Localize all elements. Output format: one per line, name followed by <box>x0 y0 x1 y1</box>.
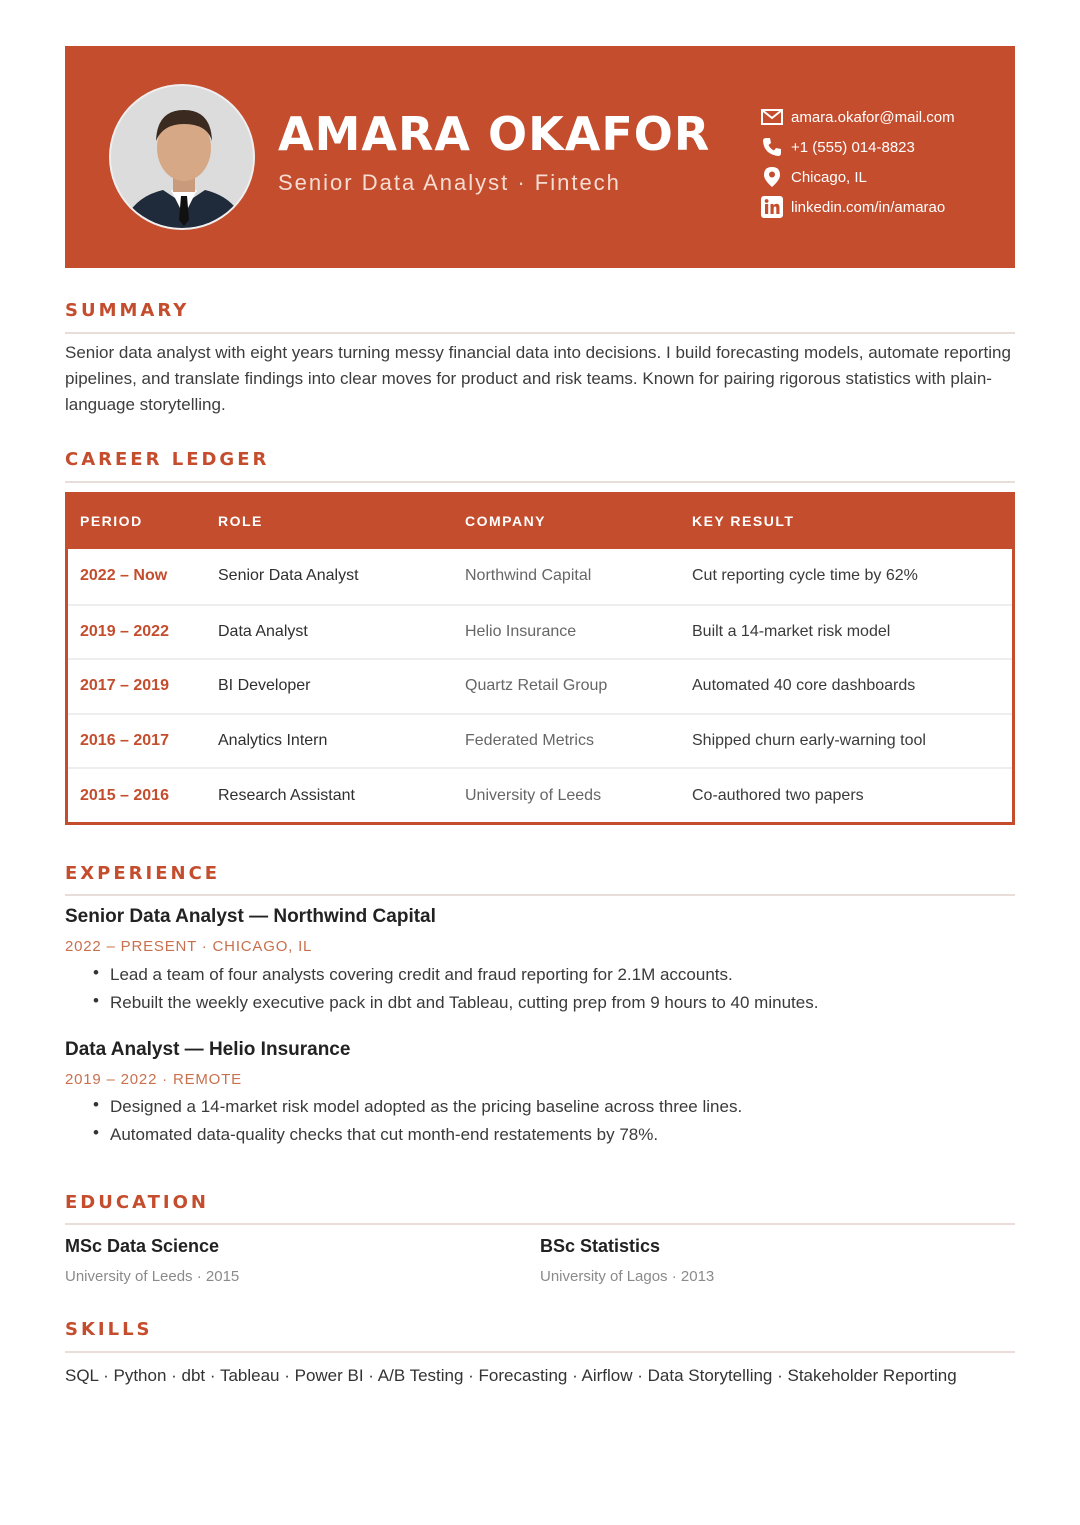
cell-role: Senior Data Analyst <box>218 567 359 585</box>
location-pin-icon <box>760 165 784 189</box>
header-banner <box>65 46 1015 268</box>
section-title-education: EDUCATION <box>65 1192 209 1213</box>
candidate-tagline: Senior Data Analyst · Fintech <box>278 170 621 195</box>
section-title-career-ledger: CAREER LEDGER <box>65 449 270 470</box>
candidate-name: AMARA OKAFOR <box>278 107 711 161</box>
contact-email[interactable] <box>760 102 955 132</box>
divider <box>65 894 1015 896</box>
phone-icon <box>760 135 784 159</box>
cell-key-result: Co-authored two papers <box>692 786 864 804</box>
divider <box>65 1223 1015 1225</box>
contact-location-text: Chicago, IL <box>791 168 867 186</box>
cell-key-result: Shipped churn early-warning tool <box>692 732 926 750</box>
column-header-period: PERIOD <box>80 512 143 529</box>
job-bullet: • Designed a 14-market risk model adopted as the pricing baseline across three lines. <box>93 1093 742 1121</box>
contact-linkedin[interactable] <box>760 192 955 222</box>
job-bullet: • Rebuilt the weekly executive pack in dbt and Tableau, cutting prep from 9 hours to 40 minutes. <box>93 989 818 1017</box>
profile-photo <box>109 84 255 230</box>
cell-company: Northwind Capital <box>465 567 592 585</box>
divider <box>65 332 1015 334</box>
cell-period: 2017 – 2019 <box>80 677 169 695</box>
table-row <box>68 713 1012 768</box>
column-header-key-result: KEY RESULT <box>692 512 795 529</box>
table-row <box>68 767 1012 822</box>
cell-role: BI Developer <box>218 677 311 695</box>
cell-period: 2019 – 2022 <box>80 622 169 640</box>
education-degree: MSc Data Science <box>65 1236 220 1256</box>
career-ledger-table <box>65 492 1015 825</box>
section-title-skills: SKILLS <box>65 1319 153 1340</box>
job-meta: 2019 – 2022 · REMOTE <box>65 1071 242 1088</box>
cell-key-result: Built a 14-market risk model <box>692 622 891 640</box>
summary-text: Senior data analyst with eight years turning messy financial data into decisions. I build forecasting models, automate reporting pipelines, and translate findings into clear moves for product and risk teams. Known for pairing rigorous statistics with plain-language storytelling. <box>65 343 1011 414</box>
divider <box>65 1351 1015 1353</box>
cell-company: Federated Metrics <box>465 732 594 750</box>
skills-list: SQL · Python · dbt · Tableau · Power BI · A/B Testing · Forecasting · Airflow · Data Storytelling · Stakeholder Reporting <box>65 1366 957 1385</box>
divider <box>65 481 1015 483</box>
job-bullet: • Automated data-quality checks that cut month-end restatements by 78%. <box>93 1121 742 1149</box>
table-row <box>68 549 1012 604</box>
education-school: University of Lagos · 2013 <box>540 1268 715 1285</box>
job-title: Data Analyst — Helio Insurance <box>65 1039 351 1060</box>
cell-role: Data Analyst <box>218 622 308 640</box>
table-body <box>68 549 1012 822</box>
cell-company: University of Leeds <box>465 786 602 804</box>
job-bullets <box>93 1093 742 1149</box>
education-degree: BSc Statistics <box>540 1236 661 1256</box>
cell-role: Research Assistant <box>218 786 355 804</box>
linkedin-icon <box>760 195 784 219</box>
column-header-role: ROLE <box>218 512 263 529</box>
cell-period: 2015 – 2016 <box>80 786 169 804</box>
section-title-summary: SUMMARY <box>65 300 190 321</box>
cell-period: 2016 – 2017 <box>80 732 169 750</box>
contact-list <box>760 102 955 222</box>
contact-location <box>760 162 955 192</box>
mail-icon <box>760 105 784 129</box>
resume-page <box>65 46 1015 1385</box>
contact-linkedin-text: linkedin.com/in/amarao <box>791 198 946 216</box>
table-row <box>68 658 1012 713</box>
cell-role: Analytics Intern <box>218 732 328 750</box>
contact-phone[interactable] <box>760 132 955 162</box>
table-header <box>68 492 1012 549</box>
cell-key-result: Automated 40 core dashboards <box>692 677 916 695</box>
table-row <box>68 604 1012 659</box>
contact-email-text: amara.okafor@mail.com <box>791 108 955 126</box>
column-header-company: COMPANY <box>465 512 547 529</box>
job-bullet: • Lead a team of four analysts covering credit and fraud reporting for 2.1M accounts. <box>93 961 818 989</box>
job-meta: 2022 – PRESENT · CHICAGO, IL <box>65 938 313 955</box>
education-school: University of Leeds · 2015 <box>65 1268 240 1285</box>
contact-phone-text: +1 (555) 014-8823 <box>791 138 915 156</box>
cell-company: Quartz Retail Group <box>465 677 608 695</box>
cell-company: Helio Insurance <box>465 622 577 640</box>
job-bullets <box>93 961 818 1017</box>
cell-period: 2022 – Now <box>80 567 168 585</box>
job-title: Senior Data Analyst — Northwind Capital <box>65 906 436 927</box>
cell-key-result: Cut reporting cycle time by 62% <box>692 567 918 585</box>
section-title-experience: EXPERIENCE <box>65 863 221 884</box>
